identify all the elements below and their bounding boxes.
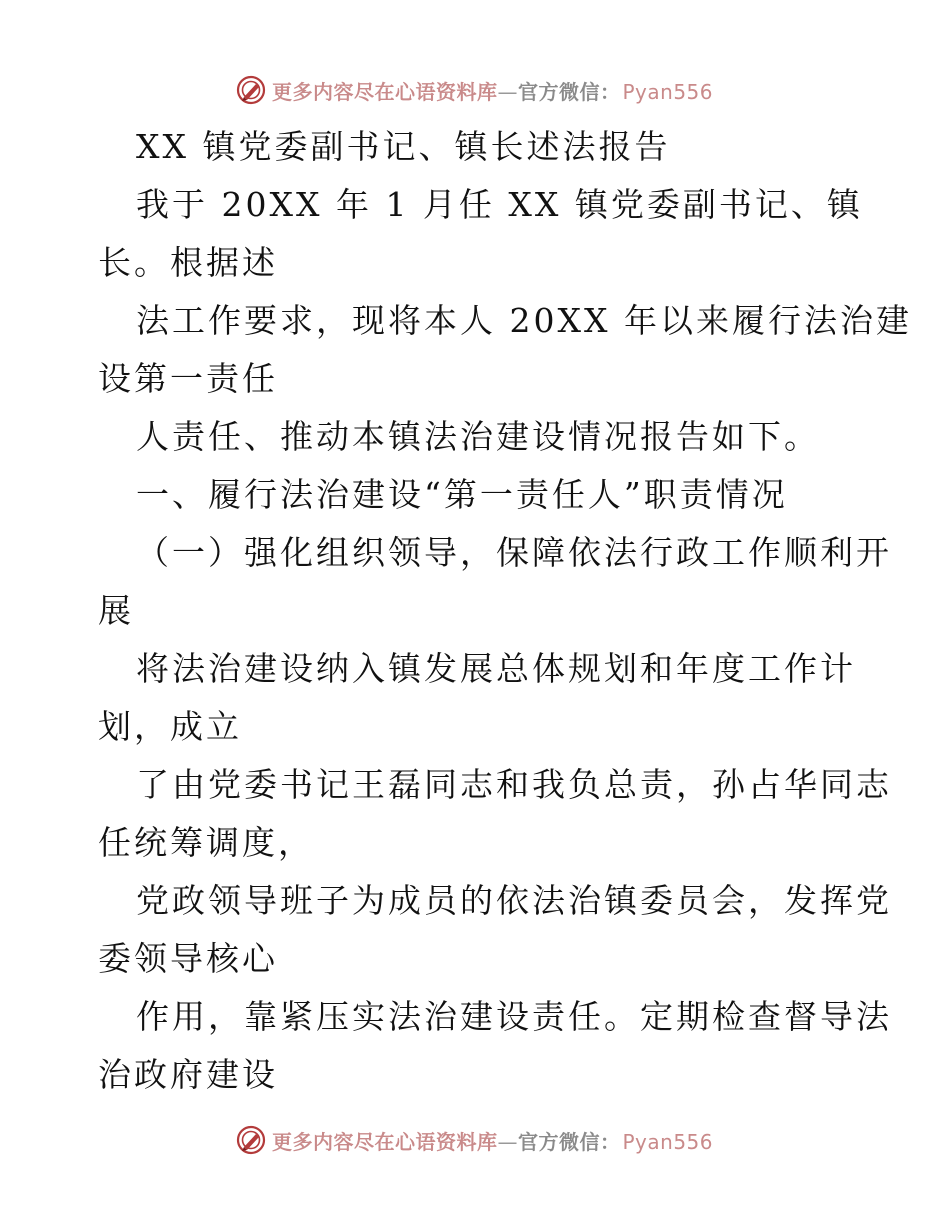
text-line: 人责任、推动本镇法治建设情况报告如下。 bbox=[136, 417, 820, 456]
text-line: 任统筹调度， bbox=[98, 823, 314, 862]
pen-logo-icon bbox=[236, 1125, 266, 1155]
text-line: 将法治建设纳入镇发展总体规划和年度工作计 bbox=[136, 649, 856, 688]
text-line: 划，成立 bbox=[98, 707, 242, 746]
text-line: （一）强化组织领导，保障依法行政工作顺利开 bbox=[136, 533, 892, 572]
text-line: 委领导核心 bbox=[98, 939, 278, 978]
text-line: 作用，靠紧压实法治建设责任。定期检查督导法 bbox=[136, 997, 892, 1036]
text-line: 了由党委书记王磊同志和我负总责，孙占华同志 bbox=[136, 765, 892, 804]
watermark-text: 更多内容尽在心语资料库—官方微信： Pyan556 bbox=[272, 79, 714, 104]
text-line: 治政府建设 bbox=[98, 1055, 278, 1094]
text-line: 法工作要求，现将本人 20XX 年以来履行法治建 bbox=[136, 301, 912, 340]
text-line: 党政领导班子为成员的依法治镇委员会，发挥党 bbox=[136, 881, 892, 920]
document-title: XX 镇党委副书记、镇长述法报告 bbox=[136, 127, 671, 166]
footer-watermark bbox=[236, 1123, 713, 1157]
text-line: 长。根据述 bbox=[98, 243, 278, 282]
text-line: 设第一责任 bbox=[98, 359, 278, 398]
text-line: 展 bbox=[98, 591, 134, 630]
watermark-text: 更多内容尽在心语资料库—官方微信： Pyan556 bbox=[272, 1129, 714, 1154]
text-line: 我于 20XX 年 1 月任 XX 镇党委副书记、镇 bbox=[136, 185, 863, 224]
text-line: 一、履行法治建设“第一责任人”职责情况 bbox=[136, 475, 788, 514]
document-body bbox=[98, 118, 912, 1104]
pen-logo-icon bbox=[236, 75, 266, 105]
header-watermark bbox=[236, 73, 713, 107]
